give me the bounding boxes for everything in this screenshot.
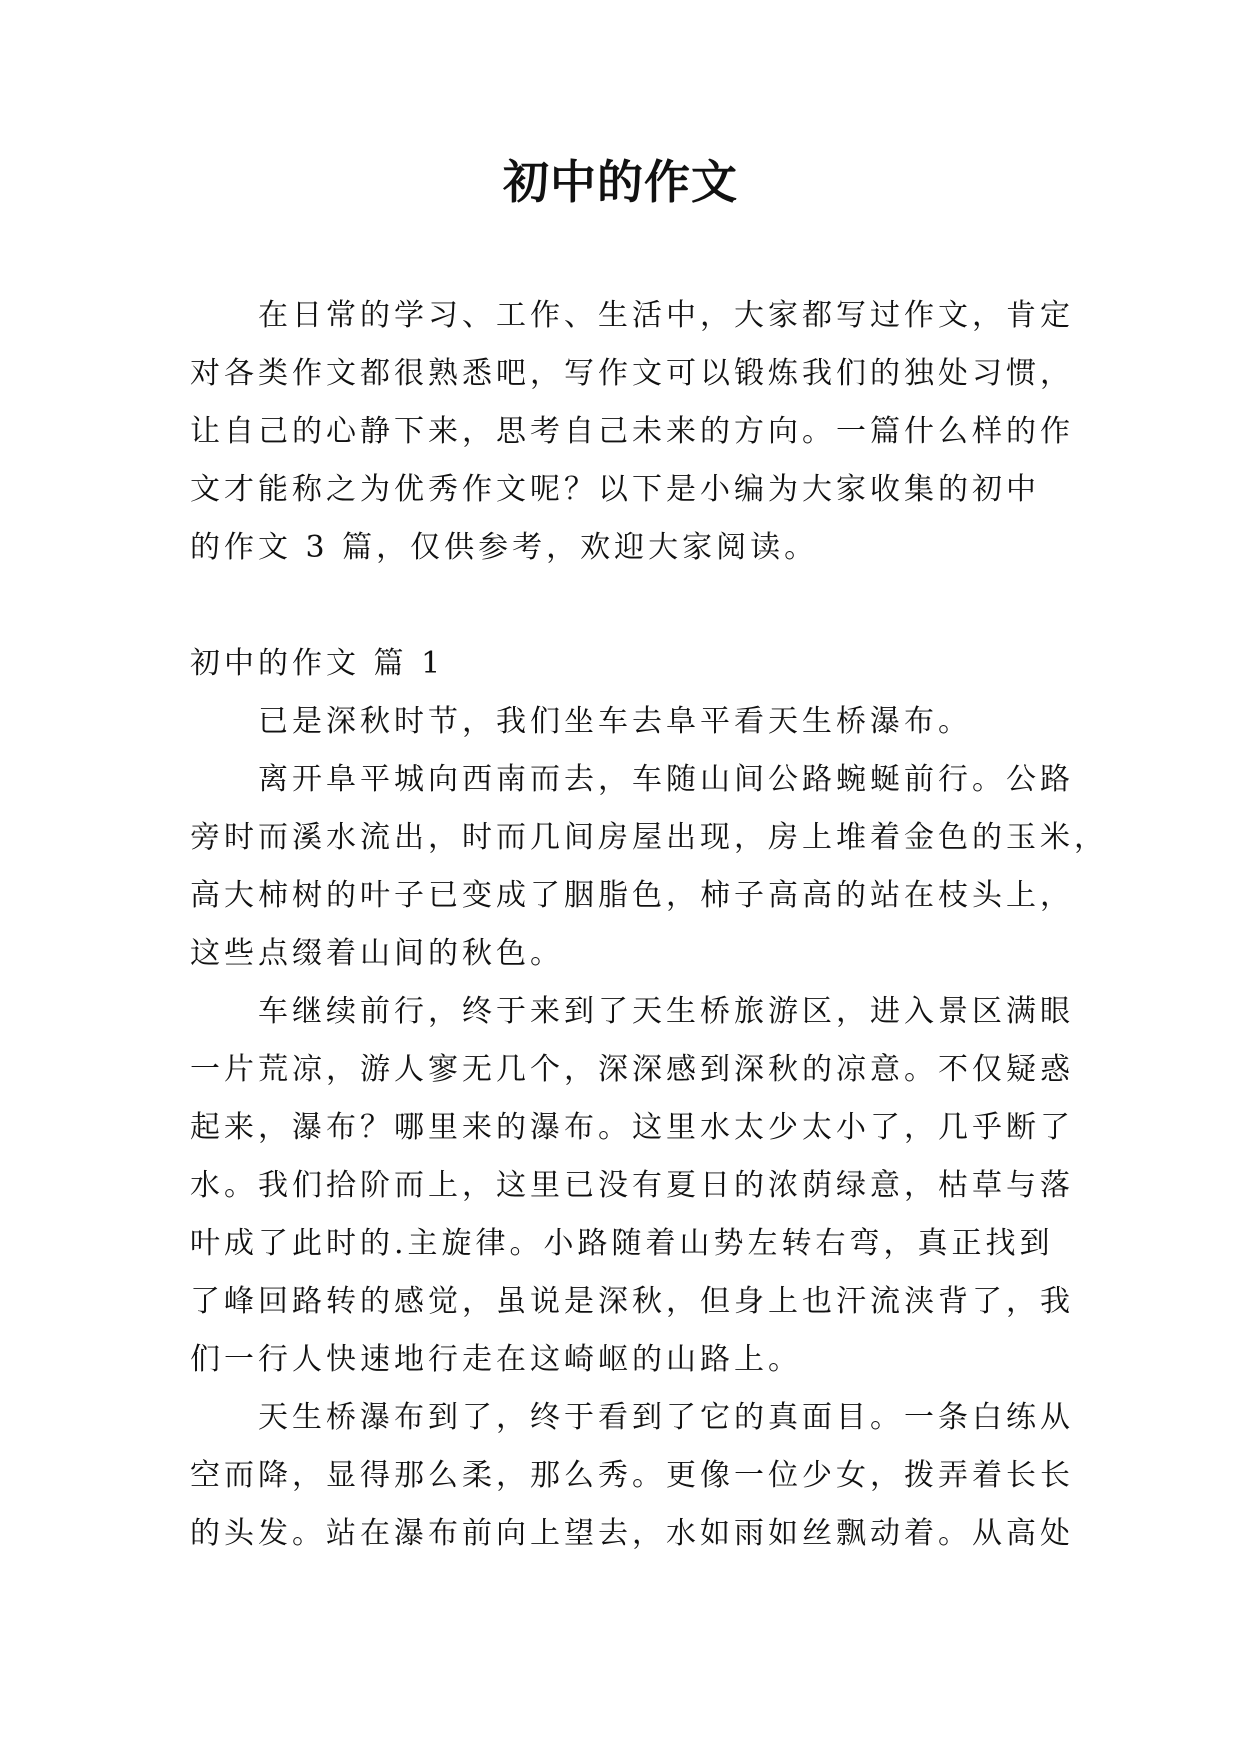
text-line: 车继续前行，终于来到了天生桥旅游区，进入景区满眼 (258, 994, 1074, 1029)
text-line: 空而降，显得那么柔，那么秀。更像一位少女，拨弄着长长 (190, 1458, 1074, 1493)
text-line: 在日常的学习、工作、生活中，大家都写过作文，肯定 (258, 298, 1074, 333)
text-line: 的作文 3 篇，仅供参考，欢迎大家阅读。 (190, 530, 819, 565)
text-line: 让自己的心静下来，思考自己未来的方向。一篇什么样的作 (190, 414, 1074, 449)
text-line: 离开阜平城向西南而去，车随山间公路蜿蜒前行。公路 (258, 762, 1074, 797)
document-title: 初中的作文 (503, 155, 738, 209)
text-line: 对各类作文都很熟悉吧，写作文可以锻炼我们的独处习惯， (190, 356, 1074, 391)
section-heading: 初中的作文 篇 1 (190, 646, 445, 681)
text-line: 们一行人快速地行走在这崎岖的山路上。 (190, 1342, 802, 1377)
essay-body (190, 693, 1108, 1563)
text-line: 叶成了此时的.主旋律。小路随着山势左转右弯，真正找到 (190, 1226, 1054, 1261)
text-line: 旁时而溪水流出，时而几间房屋出现，房上堆着金色的玉米， (190, 820, 1108, 855)
text-line: 已是深秋时节，我们坐车去阜平看天生桥瀑布。 (258, 704, 972, 739)
essay-paragraph (190, 1389, 1074, 1563)
text-line: 了峰回路转的感觉，虽说是深秋，但身上也汗流浃背了，我 (190, 1284, 1074, 1319)
intro-paragraph (190, 287, 1074, 577)
text-line: 文才能称之为优秀作文呢？以下是小编为大家收集的初中 (190, 472, 1040, 507)
essay-paragraph (190, 693, 1070, 751)
text-line: 起来，瀑布？哪里来的瀑布。这里水太少太小了，几乎断了 (190, 1110, 1074, 1145)
text-line: 一片荒凉，游人寥无几个，深深感到深秋的凉意。不仅疑惑 (190, 1052, 1074, 1087)
essay-paragraph (190, 983, 1074, 1389)
text-line: 的头发。站在瀑布前向上望去，水如雨如丝飘动着。从高处 (190, 1516, 1074, 1551)
text-line: 这些点缀着山间的秋色。 (190, 936, 564, 971)
text-line: 高大柿树的叶子已变成了胭脂色，柿子高高的站在枝头上， (190, 878, 1074, 913)
essay-paragraph (190, 751, 1108, 983)
text-line: 水。我们拾阶而上，这里已没有夏日的浓荫绿意，枯草与落 (190, 1168, 1074, 1203)
text-line: 天生桥瀑布到了，终于看到了它的真面目。一条白练从 (258, 1400, 1074, 1435)
